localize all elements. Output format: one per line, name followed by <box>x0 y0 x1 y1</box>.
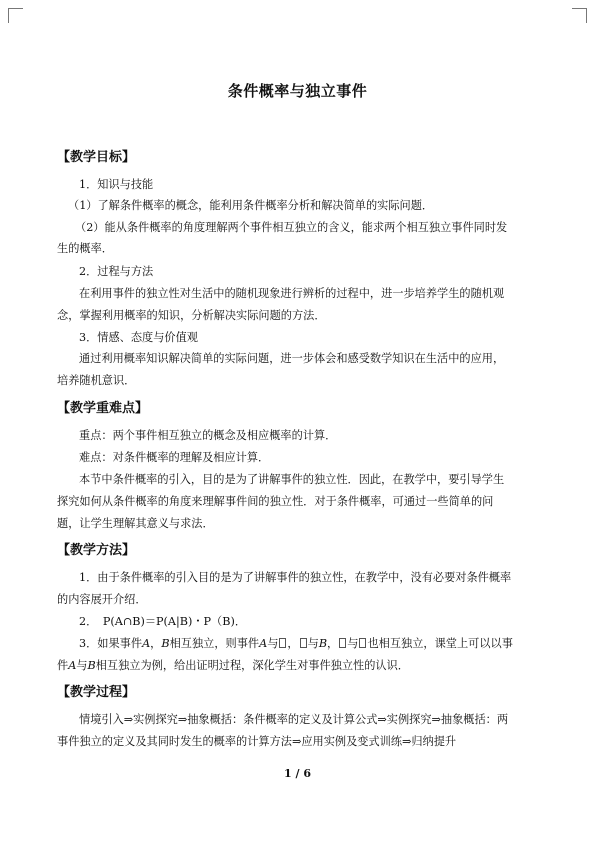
goals-line-8: 3．情感、态度与价值观 <box>79 331 198 344</box>
process-line-2: 事件独立的定义及其同时发生的概率的计算方法⇒应用实例及变式训练⇒归纳提升 <box>57 735 457 748</box>
goals-line-2: （1）了解条件概率的概念，能利用条件概率分析和解决简单的实际问题． <box>68 199 434 212</box>
corner-mark-top-left <box>8 8 23 23</box>
methods-text: 与 <box>347 637 359 650</box>
heading-teaching-methods: 【教学方法】 <box>57 543 136 558</box>
keypoints-line-4: 探究如何从条件概率的角度来理解事件间的独立性．对于条件概率，可通过一些简单的问 <box>57 495 494 508</box>
goals-line-9: 通过利用概率知识解决简单的实际问题，进一步体会和感受数学知识在生活中的应用， <box>79 352 505 365</box>
methods-text: 与 <box>76 659 88 672</box>
keypoints-line-3: 本节中条件概率的引入，目的是为了讲解事件的独立性．因此，在教学中，要引导学生 <box>79 473 505 486</box>
page-number: 1 / 6 <box>284 767 311 780</box>
goals-line-7: 念，掌握利用概率的知识，分析解决实际问题的方法． <box>57 309 326 322</box>
goals-line-5: 2．过程与方法 <box>79 265 154 278</box>
keypoints-line-5: 题，让学生理解其意义与求法． <box>57 517 214 530</box>
document-title: 条件概率与独立事件 <box>227 82 368 100</box>
goals-line-1: 1．知识与技能 <box>79 178 154 191</box>
keypoints-line-2: 难点：对条件概率的理解及相应计算． <box>79 451 270 464</box>
keypoints-line-1: 重点：两个事件相互独立的概念及相应概率的计算． <box>79 429 337 442</box>
event-b: B <box>318 637 328 650</box>
heading-teaching-process: 【教学过程】 <box>57 685 136 700</box>
complement-a-placeholder <box>339 638 346 648</box>
methods-text: 相互独立，则事件 <box>169 637 260 650</box>
event-a: A <box>259 637 268 650</box>
methods-text: 与 <box>307 637 319 650</box>
event-a: A <box>68 659 77 672</box>
goals-line-10: 培养随机意识． <box>57 374 136 387</box>
goals-line-3: （2）能从条件概率的角度理解两个事件相互独立的含义，能求两个相互独立事件同时发 <box>75 221 508 234</box>
process-line-1: 情境引入⇒实例探究⇒抽象概括：条件概率的定义及计算公式⇒实例探究⇒抽象概括：两 <box>79 713 509 726</box>
methods-text: 件 <box>57 659 69 672</box>
methods-formula-line: 2． P(A∩B)＝P(A|B)・P（B)． <box>79 615 247 628</box>
methods-text: 相互独立为例，给出证明过程，深化学生对事件独立性的认识． <box>95 659 409 672</box>
complement-b-placeholder <box>359 638 366 648</box>
methods-line-2: 的内容展开介绍． <box>57 593 147 606</box>
methods-text: 也相互独立，课堂上可以以事 <box>367 637 513 650</box>
corner-mark-top-right <box>572 8 587 23</box>
complement-b-placeholder <box>279 638 286 648</box>
methods-line-5 <box>57 657 409 673</box>
methods-line-4 <box>79 635 513 651</box>
goals-line-4: 生的概率． <box>57 242 113 255</box>
methods-text: ， <box>150 637 162 650</box>
methods-text: 3．如果事件 <box>79 637 143 650</box>
complement-a-placeholder <box>300 638 307 648</box>
heading-key-points: 【教学重难点】 <box>57 401 149 416</box>
event-a: A <box>142 637 151 650</box>
event-b: B <box>161 637 170 650</box>
event-b: B <box>87 659 96 672</box>
methods-text: ， <box>327 637 339 650</box>
methods-text: 与 <box>267 637 279 650</box>
goals-line-6: 在利用事件的独立性对生活中的随机现象进行辨析的过程中，进一步培养学生的随机观 <box>79 287 505 300</box>
methods-text: ， <box>287 637 299 650</box>
methods-line-1: 1．由于条件概率的引入目的是为了讲解事件的独立性，在教学中，没有必要对条件概率 <box>79 571 512 584</box>
heading-teaching-goals: 【教学目标】 <box>57 150 136 165</box>
